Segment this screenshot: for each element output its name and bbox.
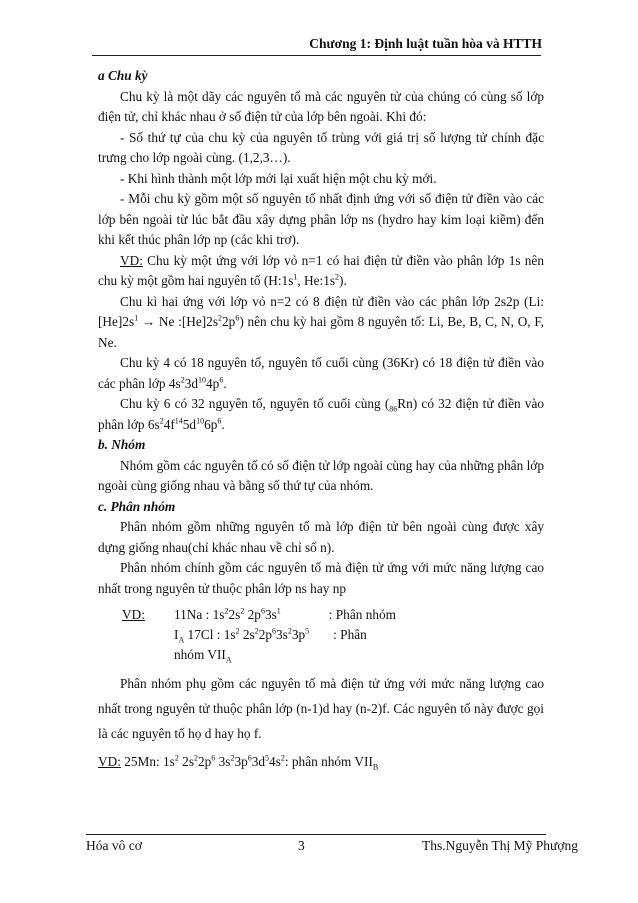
footer-author: Ths.Nguyễn Thị Mỹ Phượng <box>422 838 578 853</box>
paragraph: Chu kỳ là một dãy các nguyên tố mà các nguyên tử của chúng có cùng số lớp điện tử, chỉ khác nhau ở số điện tử của lớp bên ngoài. Khi đó: <box>98 88 544 124</box>
paragraph: Phân nhóm gồm những nguyên tố mà lớp điện tử bên ngoài cùng được xây dựng giống nhau(chỉ khác nhau về chỉ số n). <box>98 519 544 555</box>
paragraph: Phân nhóm chính gồm các nguyên tố mà điện tử ứng với mức năng lượng cao nhất trong nguyên tử thuộc phân lớp ns hay np <box>98 560 544 596</box>
paragraph: - Khi hình thành một lớp mới lại xuất hiện một chu kỳ mới. <box>120 170 437 186</box>
paragraph: Chu kì hai ứng với lớp vỏ n=2 có 8 điện tử điền vào các phân lớp 2s2p ($Li:[He]2s^1 \to Ne$ $:[He]2s^22p^6$) nên chu kỳ hai gồm 8 nguyên tố: Li, Be, B, C, N, O, F, Ne. <box>98 293 544 350</box>
page-number: 3 <box>298 838 305 853</box>
mn-example: VD: 25Mn: $1s^2$ $2s^22p^6$ $3s^23p^63d^54s^2$: phân nhóm $VII_B$ <box>98 753 379 772</box>
paragraph: Chu kỳ 4 có 18 nguyên tố, nguyên tố cuối cùng (36Kr) có 18 điện tử điền vào các phân lớp $4s^23d^{10}4p^6$. <box>98 355 544 391</box>
page-content <box>98 66 544 773</box>
example-block <box>122 605 544 665</box>
example-label: VD: <box>98 754 121 769</box>
chapter-header: Chương 1: Định luật tuần hòa và HTTH <box>309 36 542 51</box>
heading-phan-nhom: c. Phân nhóm <box>98 498 176 514</box>
na-config: 11Na : $1s^22s^2$ $2p^63s^1$ : Phân nhóm <box>174 606 396 622</box>
header-rule <box>92 55 541 56</box>
cl-config: $I_A$ 17Cl : $1s^2$ $2s^22p^63s^23p^5$ : Phân <box>174 626 367 645</box>
heading-chu-ky: a Chu kỳ <box>98 68 148 83</box>
paragraph-example: VD: Chu kỳ một ứng với lớp vỏ n=1 có hai điện tử điền vào phân lớp 1s nên chu kỳ một gồm hai nguyên tố ($H:1s^1$, $He:1s^2$). <box>98 252 544 288</box>
example-label: VD: <box>120 252 143 268</box>
footer-rule <box>86 834 546 835</box>
paragraph: - Mỗi chu kỳ gồm một số nguyên tố nhất định ứng với số điện tử điền vào các lớp bên ngoài từ lúc bắt đầu xây dựng phân lớp ns (hydro hay kim loại kiềm) đến khi kết thúc phân lớp np (các khi trơ). <box>98 191 544 247</box>
footer-course: Hóa vô cơ <box>86 838 142 853</box>
paragraph: Chu kỳ 6 có 32 nguyên tố, nguyên tố cuối cùng $(_{86}Rn)$ có 32 điện tử điền vào phân lớp $6s^24f^{14}5d^{10}6p^6$. <box>98 396 544 432</box>
heading-nhom: b. Nhóm <box>98 437 146 452</box>
paragraph: Phân nhóm phụ gồm các nguyên tố mà điện tử ứng với mức năng lượng cao nhất trong nguyên tử thuộc phân lớp (n-1)d hay (n-2)f. Các nguyên tố này được gọi là các nguyên tố họ d hay họ f. <box>98 676 544 741</box>
paragraph: - Số thứ tự của chu kỳ của nguyên tố trùng với giá trị số lượng tử chính đặc trưng cho lớp ngoài cùng. (1,2,3…). <box>98 129 544 165</box>
paragraph: Nhóm gồm các nguyên tố có số điện tử lớp ngoài cùng hay của những phân lớp ngoài cùng giống nhau và bằng số thứ tự của nhóm. <box>98 457 544 493</box>
group-vii-a: nhóm $VII_A$ <box>174 647 232 665</box>
example-label: VD: <box>122 607 145 622</box>
